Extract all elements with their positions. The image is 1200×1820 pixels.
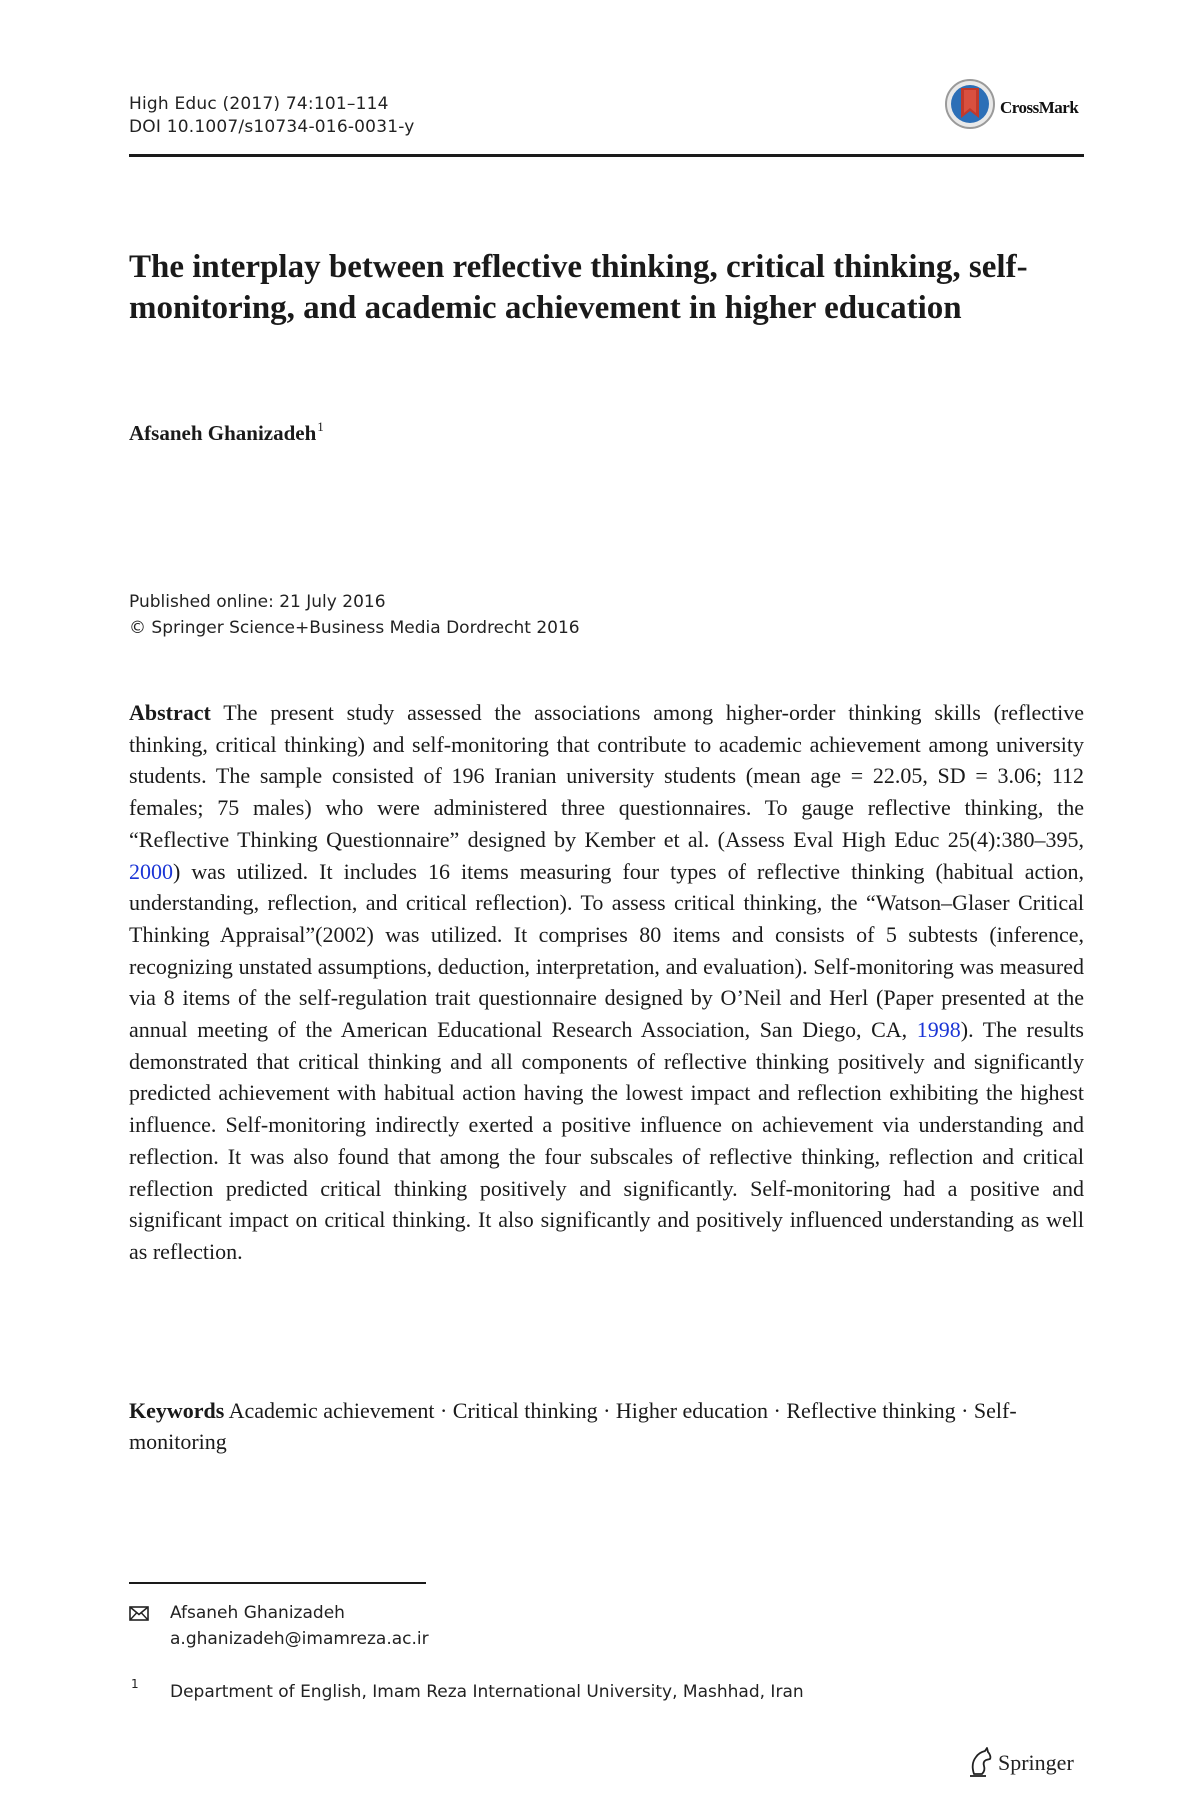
abstract-text-part-1: The present study assessed the associations among higher-order thinking skills (reflective thinking, critical thinking) and self-monitoring that contribute to academic achievement among university students. The sample consisted of 196 Iranian university students (mean age = 22.05, SD = 3.06; 112 females; 75 males) who were administered three questionnaires. To gauge reflective thinking, the “Reflective Thinking Questionnaire” designed by Kember et al. (Assess Eval High Educ 25(4):380–395,: [129, 700, 1084, 852]
author-line: [129, 419, 324, 446]
keywords-label: Keywords: [129, 1398, 225, 1423]
springer-label: Springer: [998, 1750, 1074, 1775]
springer-logo[interactable]: [966, 1746, 1096, 1780]
corresponding-author-email[interactable]: a.ghanizadeh@imamreza.ac.ir: [170, 1629, 429, 1649]
crossmark-icon: [944, 76, 996, 132]
springer-horse-icon: [966, 1746, 994, 1778]
crossmark-badge[interactable]: [944, 76, 1092, 132]
citation-link-2000[interactable]: 2000: [129, 858, 173, 884]
crossmark-label: CrossMark: [1000, 98, 1079, 117]
abstract: [129, 697, 1084, 1268]
keywords: [129, 1395, 1084, 1457]
header-rule: [129, 154, 1084, 157]
envelope-icon: [129, 1606, 149, 1621]
author-name[interactable]: Afsaneh Ghanizadeh: [129, 421, 317, 445]
author-affiliation-mark[interactable]: 1: [317, 419, 324, 434]
published-online: Published online: 21 July 2016: [129, 592, 386, 612]
abstract-label: Abstract: [129, 700, 211, 725]
copyright-line: © Springer Science+Business Media Dordrecht 2016: [129, 618, 580, 638]
publication-info: [129, 589, 580, 641]
affiliation-number: 1: [131, 1677, 139, 1691]
footnote-rule: [129, 1582, 426, 1584]
journal-citation: High Educ (2017) 74:101–114: [129, 94, 389, 114]
keywords-list: Academic achievement · Critical thinking · Higher education · Reflective thinking · Self-monitoring: [129, 1398, 1017, 1454]
abstract-text-part-3: ). The results demonstrated that critical thinking and all components of reflective thinking positively and significantly predicted achievement with habitual action having the lowest impact and reflection exhibiting the highest influence. Self-monitoring indirectly exerted a positive influence on achievement via understanding and reflection. It was also found that among the four subscales of reflective thinking, reflection and critical reflection predicted critical thinking positively and significantly. Self-monitoring had a positive and significant impact on critical thinking. It also significantly and positively influenced understanding as well as reflection.: [129, 1017, 1084, 1264]
affiliation-text: Department of English, Imam Reza International University, Mashhad, Iran: [170, 1682, 804, 1702]
abstract-text-part-2: ) was utilized. It includes 16 items measuring four types of reflective thinking (habitual action, understanding, reflection, and critical reflection). To assess critical thinking, the “Watson–Glaser Critical Thinking Appraisal”(2002) was utilized. It comprises 80 items and consists of 5 subtests (inference, recognizing unstated assumptions, deduction, interpretation, and evaluation). Self-monitoring was measured via 8 items of the self-regulation trait questionnaire designed by O’Neil and Herl (Paper presented at the annual meeting of the American Educational Research Association, San Diego, CA,: [129, 858, 1084, 1043]
citation-link-1998[interactable]: 1998: [916, 1017, 961, 1043]
article-title: The interplay between reflective thinking, critical thinking, self-monitoring, and academic achievement in higher education: [129, 249, 1028, 326]
journal-reference: [129, 93, 415, 139]
doi[interactable]: DOI 10.1007/s10734-016-0031-y: [129, 117, 415, 137]
corresponding-author-name: Afsaneh Ghanizadeh: [170, 1603, 345, 1623]
